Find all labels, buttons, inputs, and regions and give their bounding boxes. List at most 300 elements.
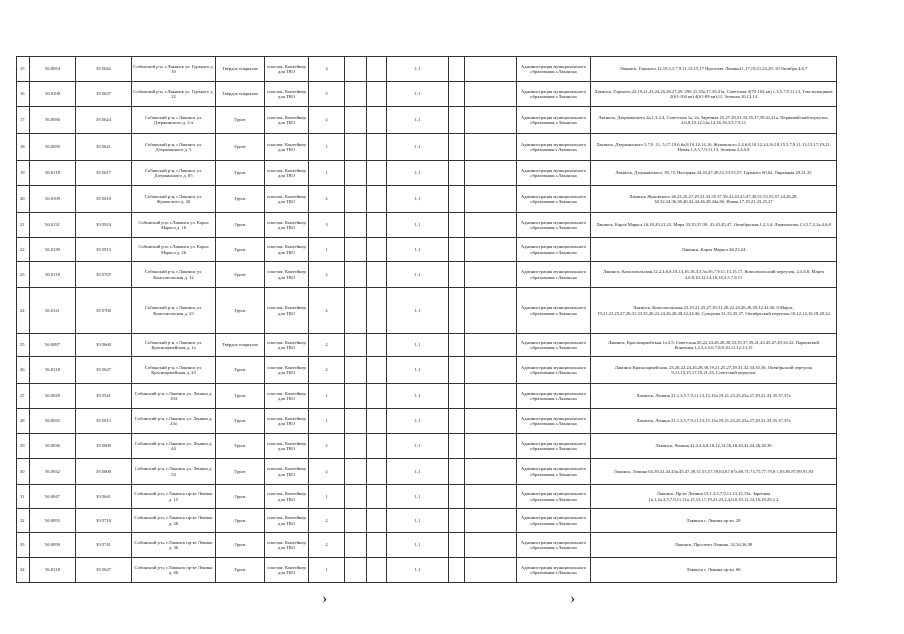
longitude-cell: 39.5609 [76,434,132,459]
row-number: 30 [17,459,30,485]
empty-cell [345,434,367,459]
owner-cell: Администрация муниципального образования г.Лакинска [517,533,591,558]
empty-cell [367,384,387,409]
page-punch-mark: › [570,590,576,607]
empty-cell [367,107,387,134]
container-type-cell: пластик. Контейнер для ТКО [265,213,309,238]
quantity-cell: 4 [309,57,345,82]
served-houses-cell: Лакинск, Дзержинского, 85,72, Нагорная 43,45,47,49,51,53,55,57, Горького 60,62, Овражная 29,31,35 [591,161,837,186]
empty-cell [449,485,465,509]
quantity-cell: 1 [309,485,345,509]
owner-cell: Администрация муниципального образования г.Лакинска [517,213,591,238]
volume-cell: 1,1 [387,509,449,533]
quantity-cell: 1 [309,409,345,434]
owner-cell: Администрация муниципального образования г.Лакинска [517,485,591,509]
empty-cell [367,57,387,82]
owner-cell: Администрация муниципального образования г.Лакинска [517,82,591,107]
table-row [17,213,837,238]
surface-cell: Твёрдое покрытие [216,82,265,107]
empty-cell [367,186,387,213]
table-row [17,434,837,459]
empty-cell [367,134,387,161]
latitude-cell: 56.0036 [30,434,76,459]
table-row [17,82,837,107]
row-number: 15 [17,57,30,82]
surface-cell: Грунт [216,288,265,334]
volume-cell: 1,1 [387,558,449,583]
longitude-cell: 39.5913 [76,238,132,262]
longitude-cell: 39.5641 [76,485,132,509]
volume-cell: 1,1 [387,459,449,485]
container-type-cell: пластик. Контейнер для ТКО [265,357,309,384]
table-row [17,238,837,262]
empty-cell [465,161,517,186]
table-row [17,186,837,213]
row-number: 23 [17,262,30,288]
surface-cell: Грунт [216,509,265,533]
owner-cell: Администрация муниципального образования г.Лакинска [517,509,591,533]
row-number: 22 [17,238,30,262]
volume-cell: 1,1 [387,107,449,134]
empty-cell [449,107,465,134]
empty-cell [345,134,367,161]
quantity-cell: 3 [309,213,345,238]
row-number: 27 [17,384,30,409]
empty-cell [345,459,367,485]
empty-cell [449,288,465,334]
empty-cell [465,357,517,384]
latitude-cell: 56.0131 [30,213,76,238]
container-type-cell: пластик. Контейнер для ТКО [265,459,309,485]
owner-cell: Администрация муниципального образования г.Лакинска [517,357,591,384]
address-cell: Собинский р-н, г.Лакинск пр-кт Ленина д. 36 [132,533,216,558]
address-cell: Собинский р-н, г.Лакинск ул. Горького д. 22 [132,82,216,107]
served-houses-cell: Лакинск, Дзержинского 2а,1,3,2,4, Советская 1а, 2а, Заречная 25,27,29,31,33,35,37,39,41,41а, Первомайский переулок, 4,6,8,10,12,12а,14,16,18,3,5,7,9,11 [591,107,837,134]
surface-cell: Грунт [216,213,265,238]
latitude-cell: 56.0118 [30,357,76,384]
container-type-cell: пластик. Контейнер для ТКО [265,186,309,213]
owner-cell: Администрация муниципального образования г.Лакинска [517,288,591,334]
address-cell: Собинский р-н, г.Лакинск ул. Комсомольская д. 12 [132,262,216,288]
empty-cell [449,533,465,558]
owner-cell: Администрация муниципального образования г.Лакинска [517,384,591,409]
row-number: 28 [17,409,30,434]
container-type-cell: пластик. Контейнер для ТКО [265,262,309,288]
empty-cell [367,161,387,186]
volume-cell: 1,1 [387,262,449,288]
quantity-cell: 2 [309,288,345,334]
empty-cell [367,288,387,334]
served-houses-cell: Лакинск, Ленина 63,39,41,43,43а,45,47,49,51,55,57,59,63,67,67а,69,71,73,75,77,79,8 1,83,85,87,89,91,93 [591,459,837,485]
owner-cell: Администрация муниципального образования г.Лакинска [517,186,591,213]
longitude-cell: 39.5647 [76,558,132,583]
empty-cell [465,459,517,485]
latitude-cell: 56.0121 [30,288,76,334]
volume-cell: 1,1 [387,57,449,82]
latitude-cell: 56.0032 [30,459,76,485]
empty-cell [345,533,367,558]
address-cell: Собинский р-н, г.Лакинск ул. Жуковского д. 26 [132,186,216,213]
latitude-cell: 56.0118 [30,558,76,583]
table-row [17,288,837,334]
latitude-cell: 56.0054 [30,57,76,82]
surface-cell: Твёрдое покрытие [216,334,265,357]
empty-cell [449,238,465,262]
surface-cell: Грунт [216,262,265,288]
table-row [17,262,837,288]
table-row [17,509,837,533]
surface-cell: Грунт [216,357,265,384]
empty-cell [465,238,517,262]
empty-cell [465,134,517,161]
empty-cell [367,262,387,288]
empty-cell [465,485,517,509]
latitude-cell: 56.0035 [30,409,76,434]
quantity-cell: 2 [309,334,345,357]
served-houses-cell: Лакинск, Ленина 21,1,3,5,7,9,11,13,15,15а,19,21,23,25,25а,27,29,31,33,35,37,37а [591,409,837,434]
empty-cell [345,384,367,409]
empty-cell [367,533,387,558]
table-row [17,459,837,485]
address-cell: Собинский р-н, г.Лакинск ул. Красноармейская д. 23 [132,357,216,384]
served-houses-cell: Лакинск Жуковского 26,23,25,27,29,31,33,35,37,39,41,43,45,47,49,51,53,55,57,24,26,28, 30,32,34,36,38,40,42,44,46,48,44а,60, Новая 17,19,21,23,25,27 [591,186,837,213]
row-number: 19 [17,161,30,186]
longitude-cell: 39.5660 [76,334,132,357]
surface-cell: Грунт [216,459,265,485]
address-cell: Собинский р-н, г.Лакинск ул. Ленина д. 23а [132,409,216,434]
empty-cell [345,485,367,509]
empty-cell [465,262,517,288]
address-cell: Собинский р-н, г.Лакинск пр-кт Ленина д. 28 [132,509,216,533]
address-cell: Собинский р-н, г.Лакинск пр-кт Ленина д. 15 [132,485,216,509]
surface-cell: Грунт [216,434,265,459]
longitude-cell: 39.5600 [76,459,132,485]
address-cell: Собинский р-н, г.Лакинск пр-кт Ленина д. 66 [132,558,216,583]
quantity-cell: 1 [309,161,345,186]
surface-cell: Грунт [216,558,265,583]
empty-cell [345,57,367,82]
quantity-cell: 2 [309,509,345,533]
volume-cell: 1,1 [387,161,449,186]
quantity-cell: 1 [309,384,345,409]
empty-cell [449,262,465,288]
volume-cell: 1,1 [387,409,449,434]
volume-cell: 1,1 [387,384,449,409]
owner-cell: Администрация муниципального образования г.Лакинска [517,409,591,434]
latitude-cell: 56.0097 [30,334,76,357]
longitude-cell: 39.5621 [76,134,132,161]
empty-cell [449,213,465,238]
volume-cell: 1,1 [387,357,449,384]
latitude-cell: 56.0118 [30,161,76,186]
longitude-cell: 39.5700 [76,288,132,334]
latitude-cell: 56.0139 [30,238,76,262]
served-houses-cell: Лакинск, Горького,12,10,5,3,7,9,11,13,15,17 Проспект Ленина11,17,19,21,25,29, 10 Октября 4,6,7 [591,57,837,82]
table-row [17,357,837,384]
quantity-cell: 2 [309,186,345,213]
empty-cell [465,384,517,409]
empty-cell [465,107,517,134]
quantity-cell: 1 [309,238,345,262]
surface-cell: Грунт [216,409,265,434]
empty-cell [367,459,387,485]
address-cell: Собинский р-н, г.Лакинск ул. Дзержинского д. 2-а [132,107,216,134]
container-type-cell: пластик. Контейнер для ТКО [265,288,309,334]
served-houses-cell: Лакинск, Пр-кт Ленина,15,1,3,5,7,9,11,13,15,15а, Заречная 1а,1,2а,3,5,7,9,11,11а,13,15,17,19,21,23,2,4,6,8,10,12,14,16,18,20,2 2 [591,485,837,509]
empty-cell [449,434,465,459]
surface-cell: Грунт [216,107,265,134]
owner-cell: Администрация муниципального образования г.Лакинска [517,57,591,82]
container-type-cell: пластик. Контейнер для ТКО [265,485,309,509]
container-type-cell: пластик. Контейнер для ТКО [265,82,309,107]
surface-cell: Грунт [216,186,265,213]
container-type-cell: пластик. Контейнер для ТКО [265,533,309,558]
quantity-cell: 2 [309,357,345,384]
longitude-cell: 39.5741 [76,533,132,558]
owner-cell: Администрация муниципального образования г.Лакинска [517,238,591,262]
empty-cell [345,288,367,334]
latitude-cell: 56.0059 [30,134,76,161]
table-row [17,161,837,186]
table-row [17,558,837,583]
surface-cell: Грунт [216,485,265,509]
longitude-cell: 39.5707 [76,262,132,288]
empty-cell [367,82,387,107]
latitude-cell: 56.0118 [30,262,76,288]
served-houses-cell: Лакинск, Карла Маркса 26,23,24 [591,238,837,262]
empty-cell [345,509,367,533]
container-type-cell: пластик. Контейнер для ТКО [265,107,309,134]
longitude-cell: 39.5924 [76,213,132,238]
row-number: 31 [17,485,30,509]
container-type-cell: пластик. Контейнер для ТКО [265,509,309,533]
empty-cell [345,238,367,262]
volume-cell: 1,1 [387,334,449,357]
longitude-cell: 39.5642 [76,57,132,82]
quantity-cell: 2 [309,107,345,134]
container-type-cell: пластик. Контейнер для ТКО [265,384,309,409]
quantity-cell: 2 [309,262,345,288]
empty-cell [449,409,465,434]
address-cell: Собинский р-н, г.Лакинск ул. Дзержинского д. 5 [132,134,216,161]
owner-cell: Администрация муниципального образования г.Лакинска [517,558,591,583]
empty-cell [449,509,465,533]
empty-cell [345,409,367,434]
empty-cell [465,434,517,459]
latitude-cell: 56.0047 [30,485,76,509]
address-cell: Собинский р-н, г.Лакинск ул. Красноармейская д. 1а [132,334,216,357]
latitude-cell: 56.0100 [30,82,76,107]
empty-cell [465,533,517,558]
row-number: 21 [17,213,30,238]
owner-cell: Администрация муниципального образования г.Лакинска [517,459,591,485]
volume-cell: 1,1 [387,533,449,558]
page-punch-mark: › [322,590,328,607]
container-type-cell: пластик. Контейнер для ТКО [265,409,309,434]
address-cell: Собинский р-н, г.Лакинск ул. Комсомольская д. 23 [132,288,216,334]
container-type-cell: пластик. Контейнер для ТКО [265,434,309,459]
volume-cell: 1,1 [387,186,449,213]
served-houses-cell: Лакинск, Карла Маркса,16,18,20,21,22, Мира 33,35,37,39, 41,43,45,47, Октябрьская,1,2,3,4, Лермонтова,1,3,5,7,2,2а,4,6,8 [591,213,837,238]
empty-cell [449,384,465,409]
table-row [17,107,837,134]
surface-cell: Грунт [216,134,265,161]
empty-cell [465,288,517,334]
container-type-cell: пластик. Контейнер для ТКО [265,238,309,262]
empty-cell [465,82,517,107]
row-number: 34 [17,558,30,583]
empty-cell [449,82,465,107]
empty-cell [345,334,367,357]
served-houses-cell: Лакинск, Красноармейская,1а,3,5, Советская 20,22,24,26,28,30,33,35,37,39,41,43,45,47,49,34,32, Парковский Конечная,1,2,3,4,5,6,7,8,9,10,11,12,13,15 [591,334,837,357]
empty-cell [449,134,465,161]
address-cell: Собинский р-н, г.Лакинск ул. Карла Маркса д. 26 [132,238,216,262]
served-houses-cell: Лакинск, Проспект Ленина, 32,34,36,38 [591,533,837,558]
empty-cell [367,357,387,384]
address-cell: Собинский р-н, г.Лакинск ул. Ленина д. 53 [132,459,216,485]
latitude-cell: 56.0029 [30,384,76,409]
longitude-cell: 39.5637 [76,82,132,107]
empty-cell [449,161,465,186]
longitude-cell: 39.5541 [76,384,132,409]
row-number: 25 [17,334,30,357]
empty-cell [345,82,367,107]
surface-cell: Грунт [216,384,265,409]
served-houses-cell: Лакинск Красноармейская, 23,20,22,24,26,28,30,19,21,25,27,29,31,32,34,35,36, Октябрьский переулок 9,11,13,15,17,19,21,23, Советский переулок [591,357,837,384]
longitude-cell: 39.5617 [76,161,132,186]
owner-cell: Администрация муниципального образования г.Лакинска [517,434,591,459]
volume-cell: 1,1 [387,213,449,238]
longitude-cell: 39.5647 [76,357,132,384]
row-number: 29 [17,434,30,459]
table-row [17,57,837,82]
empty-cell [449,334,465,357]
table-row [17,134,837,161]
served-houses-cell: Лакинск, Горького,22,19,21,23,24,25,26,27,29, 29б,31,33а,37,39,41а, Советская 4(75-104 кв),1,3,5,7,9,11,13, Текстильщиков 2(61-104 кв) 4(61-89 кв),11, Зеленая 10,12,14 [591,82,837,107]
quantity-cell: 5 [309,82,345,107]
surface-cell: Грунт [216,533,265,558]
empty-cell [465,558,517,583]
owner-cell: Администрация муниципального образования г.Лакинска [517,134,591,161]
longitude-cell: 39.5613 [76,409,132,434]
owner-cell: Администрация муниципального образования г.Лакинска [517,107,591,134]
empty-cell [465,409,517,434]
empty-cell [367,434,387,459]
table-row [17,533,837,558]
table-row [17,409,837,434]
container-type-cell: пластик. Контейнер для ТКО [265,334,309,357]
row-number: 26 [17,357,30,384]
volume-cell: 1,1 [387,134,449,161]
empty-cell [449,357,465,384]
row-number: 32 [17,509,30,533]
empty-cell [367,213,387,238]
empty-cell [345,357,367,384]
empty-cell [449,186,465,213]
empty-cell [449,459,465,485]
empty-cell [345,186,367,213]
served-houses-cell: Лакинск, Комсомольская,12,2,4,6,8,10,14,16,18,3,5,5а,5б,7,9,11,13,15,17, Комсомольский переулок, 2,4,6,8, Марта 4,6,8,10,12,14,16,18,3,5,7,9,11 [591,262,837,288]
volume-cell: 1,1 [387,288,449,334]
latitude-cell: 56.0109 [30,186,76,213]
container-type-cell: пластик. Контейнер для ТКО [265,161,309,186]
served-houses-cell: Лакинск г, Ленина пр-кт, 29 [591,509,837,533]
latitude-cell: 56.0056 [30,107,76,134]
owner-cell: Администрация муниципального образования г.Лакинска [517,161,591,186]
row-number: 20 [17,186,30,213]
empty-cell [345,558,367,583]
quantity-cell: 2 [309,434,345,459]
quantity-cell: 1 [309,134,345,161]
containers-table [16,56,837,583]
quantity-cell: 1 [309,558,345,583]
row-number: 24 [17,288,30,334]
served-houses-cell: Лакинск, Ленина 21,1,3,5,7,9,11,13,15,15а,19,21,23,25,25а,27,29,31,33,35,37,37а [591,384,837,409]
empty-cell [345,161,367,186]
quantity-cell: 2 [309,459,345,485]
owner-cell: Администрация муниципального образования г.Лакинска [517,262,591,288]
container-type-cell: пластик. Контейнер для ТКО [265,134,309,161]
empty-cell [367,509,387,533]
address-cell: Собинский р-н, г.Лакинск ул. Горького д. 10 [132,57,216,82]
served-houses-cell: Лакинск, Комсомольская,23,19,21,25,27,29,31,20,22,24,26,28,30,32,34,36, 8 Марта, 19,21,23,25,27,29,31,33,35,20,22,24,26,28,30,32,34,36, Суворова 31,33,35,37, Октябрьский переулок,10,12,14,16,18,20,22 [591,288,837,334]
latitude-cell: 56.0059 [30,533,76,558]
owner-cell: Администрация муниципального образования г.Лакинска [517,334,591,357]
empty-cell [367,485,387,509]
surface-cell: Грунт [216,238,265,262]
empty-cell [367,558,387,583]
empty-cell [465,186,517,213]
container-type-cell: пластик. Контейнер для ТКО [265,558,309,583]
volume-cell: 1,1 [387,238,449,262]
empty-cell [367,238,387,262]
row-number: 17 [17,107,30,134]
row-number: 16 [17,82,30,107]
longitude-cell: 39.5610 [76,186,132,213]
empty-cell [465,213,517,238]
longitude-cell: 39.5710 [76,509,132,533]
table-row [17,384,837,409]
served-houses-cell: Лакинск, Ленина 42,2,4,6,8,10,12,14,16,18,20,22,24,26,28,30 [591,434,837,459]
surface-cell: Грунт [216,161,265,186]
empty-cell [367,334,387,357]
table-row [17,485,837,509]
empty-cell [345,262,367,288]
served-houses-cell: Лакинск, Дзержинского 5,7,9 ,11, 5,17,19,6,6а,8,10,12,14,16, Жуковского 2,4,6,8,10,12,14,16,18,15,5,7,9,11,13,15,17,19,21, Новая 1,3,5,7,9,11,13, Зеленая 2,4,6,8 [591,134,837,161]
row-number: 18 [17,134,30,161]
address-cell: Собинский р-н, г.Лакинск ул. Ленина д. 104 [132,384,216,409]
latitude-cell: 56.0055 [30,509,76,533]
row-number: 33 [17,533,30,558]
address-cell: Собинский р-н, г.Лакинск ул. Ленина д. 44 [132,434,216,459]
empty-cell [465,57,517,82]
container-type-cell: пластик. Контейнер для ТКО [265,57,309,82]
address-cell: Собинский р-н, г.Лакинск ул. Дзержинского д. 85 [132,161,216,186]
empty-cell [465,334,517,357]
served-houses-cell: Лакинск г, Ленина пр-кт, 66 [591,558,837,583]
table-row [17,334,837,357]
surface-cell: Твёрдое покрытие [216,57,265,82]
empty-cell [367,409,387,434]
address-cell: Собинский р-н, г.Лакинск ул. Карла Маркса д. 16 [132,213,216,238]
longitude-cell: 39.5624 [76,107,132,134]
empty-cell [345,213,367,238]
empty-cell [449,57,465,82]
volume-cell: 1,1 [387,82,449,107]
volume-cell: 1,1 [387,434,449,459]
empty-cell [345,107,367,134]
volume-cell: 1,1 [387,485,449,509]
